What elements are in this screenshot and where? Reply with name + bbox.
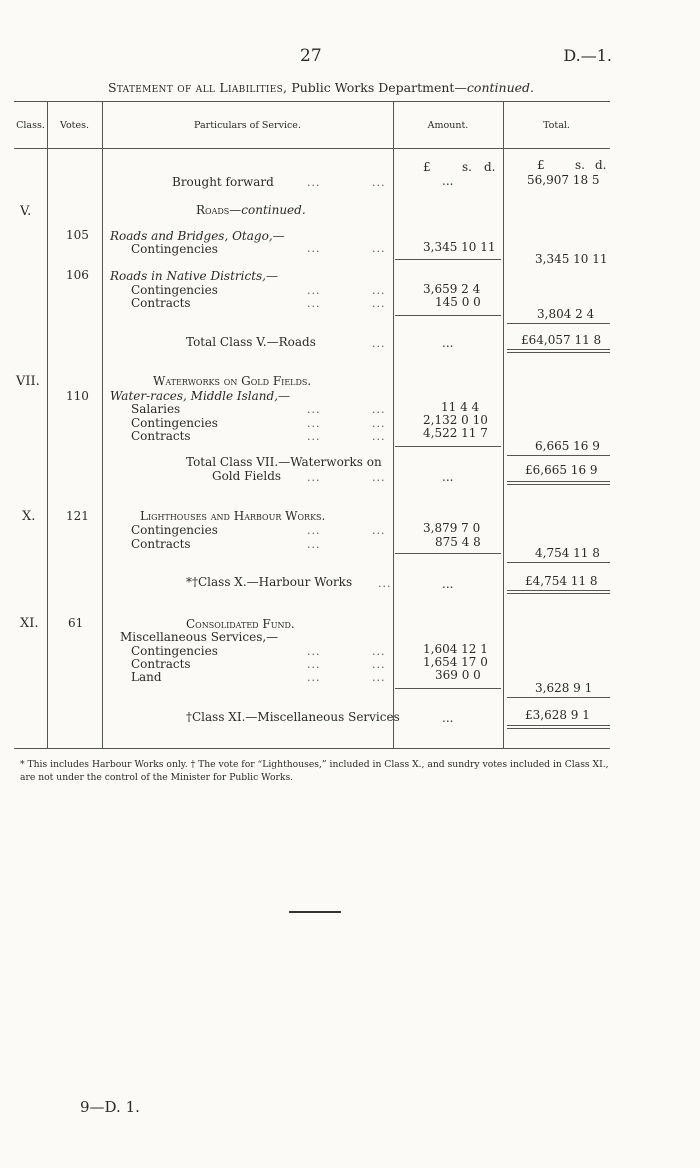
class-vii-heading: Waterworks on Gold Fields. xyxy=(153,374,312,388)
col-header-amount: Amount. xyxy=(427,120,469,131)
leader-dots: ... xyxy=(307,417,321,430)
class-label-v: V. xyxy=(20,204,32,219)
class-v-heading-continued: continued. xyxy=(241,203,306,217)
subtotal-rule xyxy=(395,553,501,554)
leader-dots: ... xyxy=(372,297,386,310)
class-vii-item-1: Salaries xyxy=(131,402,181,416)
class-v-heading-main: Roads— xyxy=(196,203,242,217)
vote-105-title: Roads and Bridges, Otago,— xyxy=(110,229,285,243)
class-label-x: X. xyxy=(22,509,36,524)
leader-dots: ... xyxy=(372,645,386,658)
brought-forward-total: 56,907 18 5 xyxy=(527,173,600,187)
class-x-heading: Lighthouses and Harbour Works. xyxy=(140,509,326,523)
leader-dots: ... xyxy=(307,176,321,189)
total-rule xyxy=(507,323,610,324)
col-header-total: Total. xyxy=(543,120,570,131)
vote-106-item-2: Contracts xyxy=(131,296,191,310)
class-x-item-2: Contracts xyxy=(131,537,191,551)
class-xi-heading: Consolidated Fund. xyxy=(186,617,295,631)
leader-dots: ... xyxy=(307,658,321,671)
class-x-total: 4,754 11 8 xyxy=(535,546,600,560)
signature-mark: 9—D. 1. xyxy=(80,1098,140,1116)
col-header-particulars: Particulars of Service. xyxy=(194,120,301,131)
leader-dots: ... xyxy=(307,403,321,416)
table-top-rule xyxy=(14,101,610,102)
total-class-x-amount: ... xyxy=(442,577,454,591)
total-class-vii-amount: ... xyxy=(442,470,454,484)
class-xi-item-3: Land xyxy=(131,670,162,684)
title-part-3: continued. xyxy=(466,80,534,95)
column-divider-amount xyxy=(503,101,504,748)
leader-dots: ... xyxy=(307,671,321,684)
column-divider-particulars xyxy=(393,101,394,748)
class-vii-item-2: Contingencies xyxy=(131,416,218,430)
title-part-2: Public Works Department— xyxy=(291,80,467,95)
total-class-xi-total: £3,628 9 1 xyxy=(525,708,590,722)
class-vii-amount-1: 11 4 4 xyxy=(441,400,480,414)
class-vii-total: 6,665 16 9 xyxy=(535,439,600,453)
column-divider-class xyxy=(47,101,48,748)
vote-106-total: 3,804 2 4 xyxy=(537,307,595,321)
leader-dots: ... xyxy=(372,430,386,443)
vote-105-amount: 3,345 10 11 xyxy=(423,240,496,254)
total-double-rule xyxy=(507,593,610,594)
brought-forward-amount: ... xyxy=(442,174,454,188)
total-class-xi-label: †Class XI.—Miscellaneous Services xyxy=(186,710,400,724)
leader-dots: ... xyxy=(307,297,321,310)
page-number: 27 xyxy=(300,46,322,66)
class-x-item-1: Contingencies xyxy=(131,523,218,537)
class-xi-item-2: Contracts xyxy=(131,657,191,671)
class-v-heading xyxy=(196,203,306,217)
total-class-v-amount: ... xyxy=(442,336,454,350)
leader-dots: ... xyxy=(307,242,321,255)
header-bottom-rule xyxy=(14,148,610,149)
leader-dots: ... xyxy=(307,284,321,297)
leader-dots: ... xyxy=(372,337,386,350)
col-header-votes: Votes. xyxy=(59,120,90,131)
vote-106-item-1: Contingencies xyxy=(131,283,218,297)
leader-dots: ... xyxy=(372,284,386,297)
vote-number-105: 105 xyxy=(66,228,89,242)
class-vii-item-3: Contracts xyxy=(131,429,191,443)
leader-dots: ... xyxy=(372,524,386,537)
total-pound-heading: £ xyxy=(537,158,545,172)
total-double-rule xyxy=(507,590,610,591)
leader-dots: ... xyxy=(307,538,321,551)
total-d-heading: d. xyxy=(595,158,607,172)
total-class-x-total: £4,754 11 8 xyxy=(525,574,598,588)
leader-dots: ... xyxy=(307,430,321,443)
total-double-rule xyxy=(507,481,610,482)
class-vii-title: Water-races, Middle Island,— xyxy=(110,389,291,403)
leader-dots: ... xyxy=(307,471,321,484)
class-xi-amount-2: 1,654 17 0 xyxy=(423,655,488,669)
class-xi-title: Miscellaneous Services,— xyxy=(120,630,279,644)
table-bottom-rule xyxy=(14,748,610,749)
subtotal-rule xyxy=(395,315,501,316)
amount-pound-heading: £ xyxy=(423,160,431,174)
leader-dots: ... xyxy=(372,242,386,255)
total-class-v-total: £64,057 11 8 xyxy=(521,333,602,347)
closing-rule xyxy=(289,911,341,913)
subtotal-rule xyxy=(395,446,501,447)
class-label-vii: VII. xyxy=(16,374,40,389)
class-label-xi: XI. xyxy=(20,616,39,631)
total-class-vii-total: £6,665 16 9 xyxy=(525,463,598,477)
class-vii-amount-3: 4,522 11 7 xyxy=(423,426,488,440)
total-class-xi-amount: ... xyxy=(442,711,454,725)
leader-dots: ... xyxy=(372,658,386,671)
class-xi-item-1: Contingencies xyxy=(131,644,218,658)
total-class-x-label: *†Class X.—Harbour Works xyxy=(186,575,353,589)
total-class-vii-label-1: Total Class VII.—Waterworks on xyxy=(186,455,382,469)
total-rule xyxy=(507,562,610,563)
class-x-amount-1: 3,879 7 0 xyxy=(423,521,481,535)
vote-105-total: 3,345 10 11 xyxy=(535,252,608,266)
leader-dots: ... xyxy=(307,524,321,537)
total-double-rule xyxy=(507,349,610,350)
brought-forward-label: Brought forward xyxy=(172,175,274,189)
vote-105-item: Contingencies xyxy=(131,242,218,256)
vote-106-amount-1: 3,659 2 4 xyxy=(423,282,481,296)
vote-number-121: 121 xyxy=(66,509,89,523)
leader-dots: ... xyxy=(372,176,386,189)
subtotal-rule xyxy=(395,688,501,689)
total-double-rule xyxy=(507,352,610,353)
total-double-rule xyxy=(507,728,610,729)
leader-dots: ... xyxy=(372,671,386,684)
total-class-vii-label-2: Gold Fields xyxy=(212,469,282,483)
vote-106-amount-2: 145 0 0 xyxy=(435,295,481,309)
total-class-v-label: Total Class V.—Roads xyxy=(186,335,316,349)
column-divider-votes xyxy=(102,101,103,748)
class-xi-amount-3: 369 0 0 xyxy=(435,668,481,682)
vote-number-106: 106 xyxy=(66,268,89,282)
total-rule xyxy=(507,697,610,698)
class-x-amount-2: 875 4 8 xyxy=(435,535,481,549)
col-header-class: Class. xyxy=(16,120,45,131)
leader-dots: ... xyxy=(372,417,386,430)
total-rule xyxy=(507,455,610,456)
statement-title xyxy=(108,80,534,95)
class-xi-amount-1: 1,604 12 1 xyxy=(423,642,488,656)
total-double-rule xyxy=(507,725,610,726)
total-double-rule xyxy=(507,484,610,485)
vote-number-61: 61 xyxy=(68,616,84,630)
amount-s-heading: s. xyxy=(462,160,472,174)
total-s-heading: s. xyxy=(575,158,585,172)
leader-dots: ... xyxy=(378,577,392,590)
footnote: * This includes Harbour Works only. † The vote for “Lighthouses,” included in Class X., and sundry votes included in Class XI., are not under the control of the Minister for Public Works. xyxy=(20,759,609,783)
leader-dots: ... xyxy=(372,403,386,416)
leader-dots: ... xyxy=(307,645,321,658)
leader-dots: ... xyxy=(372,471,386,484)
document-reference: D.—1. xyxy=(563,46,612,65)
amount-d-heading: d. xyxy=(484,160,496,174)
class-vii-amount-2: 2,132 0 10 xyxy=(423,413,488,427)
subtotal-rule xyxy=(395,259,501,260)
title-part-1: Statement of all Liabilities, xyxy=(108,80,288,95)
vote-number-110: 110 xyxy=(66,389,89,403)
vote-106-title: Roads in Native Districts,— xyxy=(110,269,278,283)
class-xi-total: 3,628 9 1 xyxy=(535,681,593,695)
